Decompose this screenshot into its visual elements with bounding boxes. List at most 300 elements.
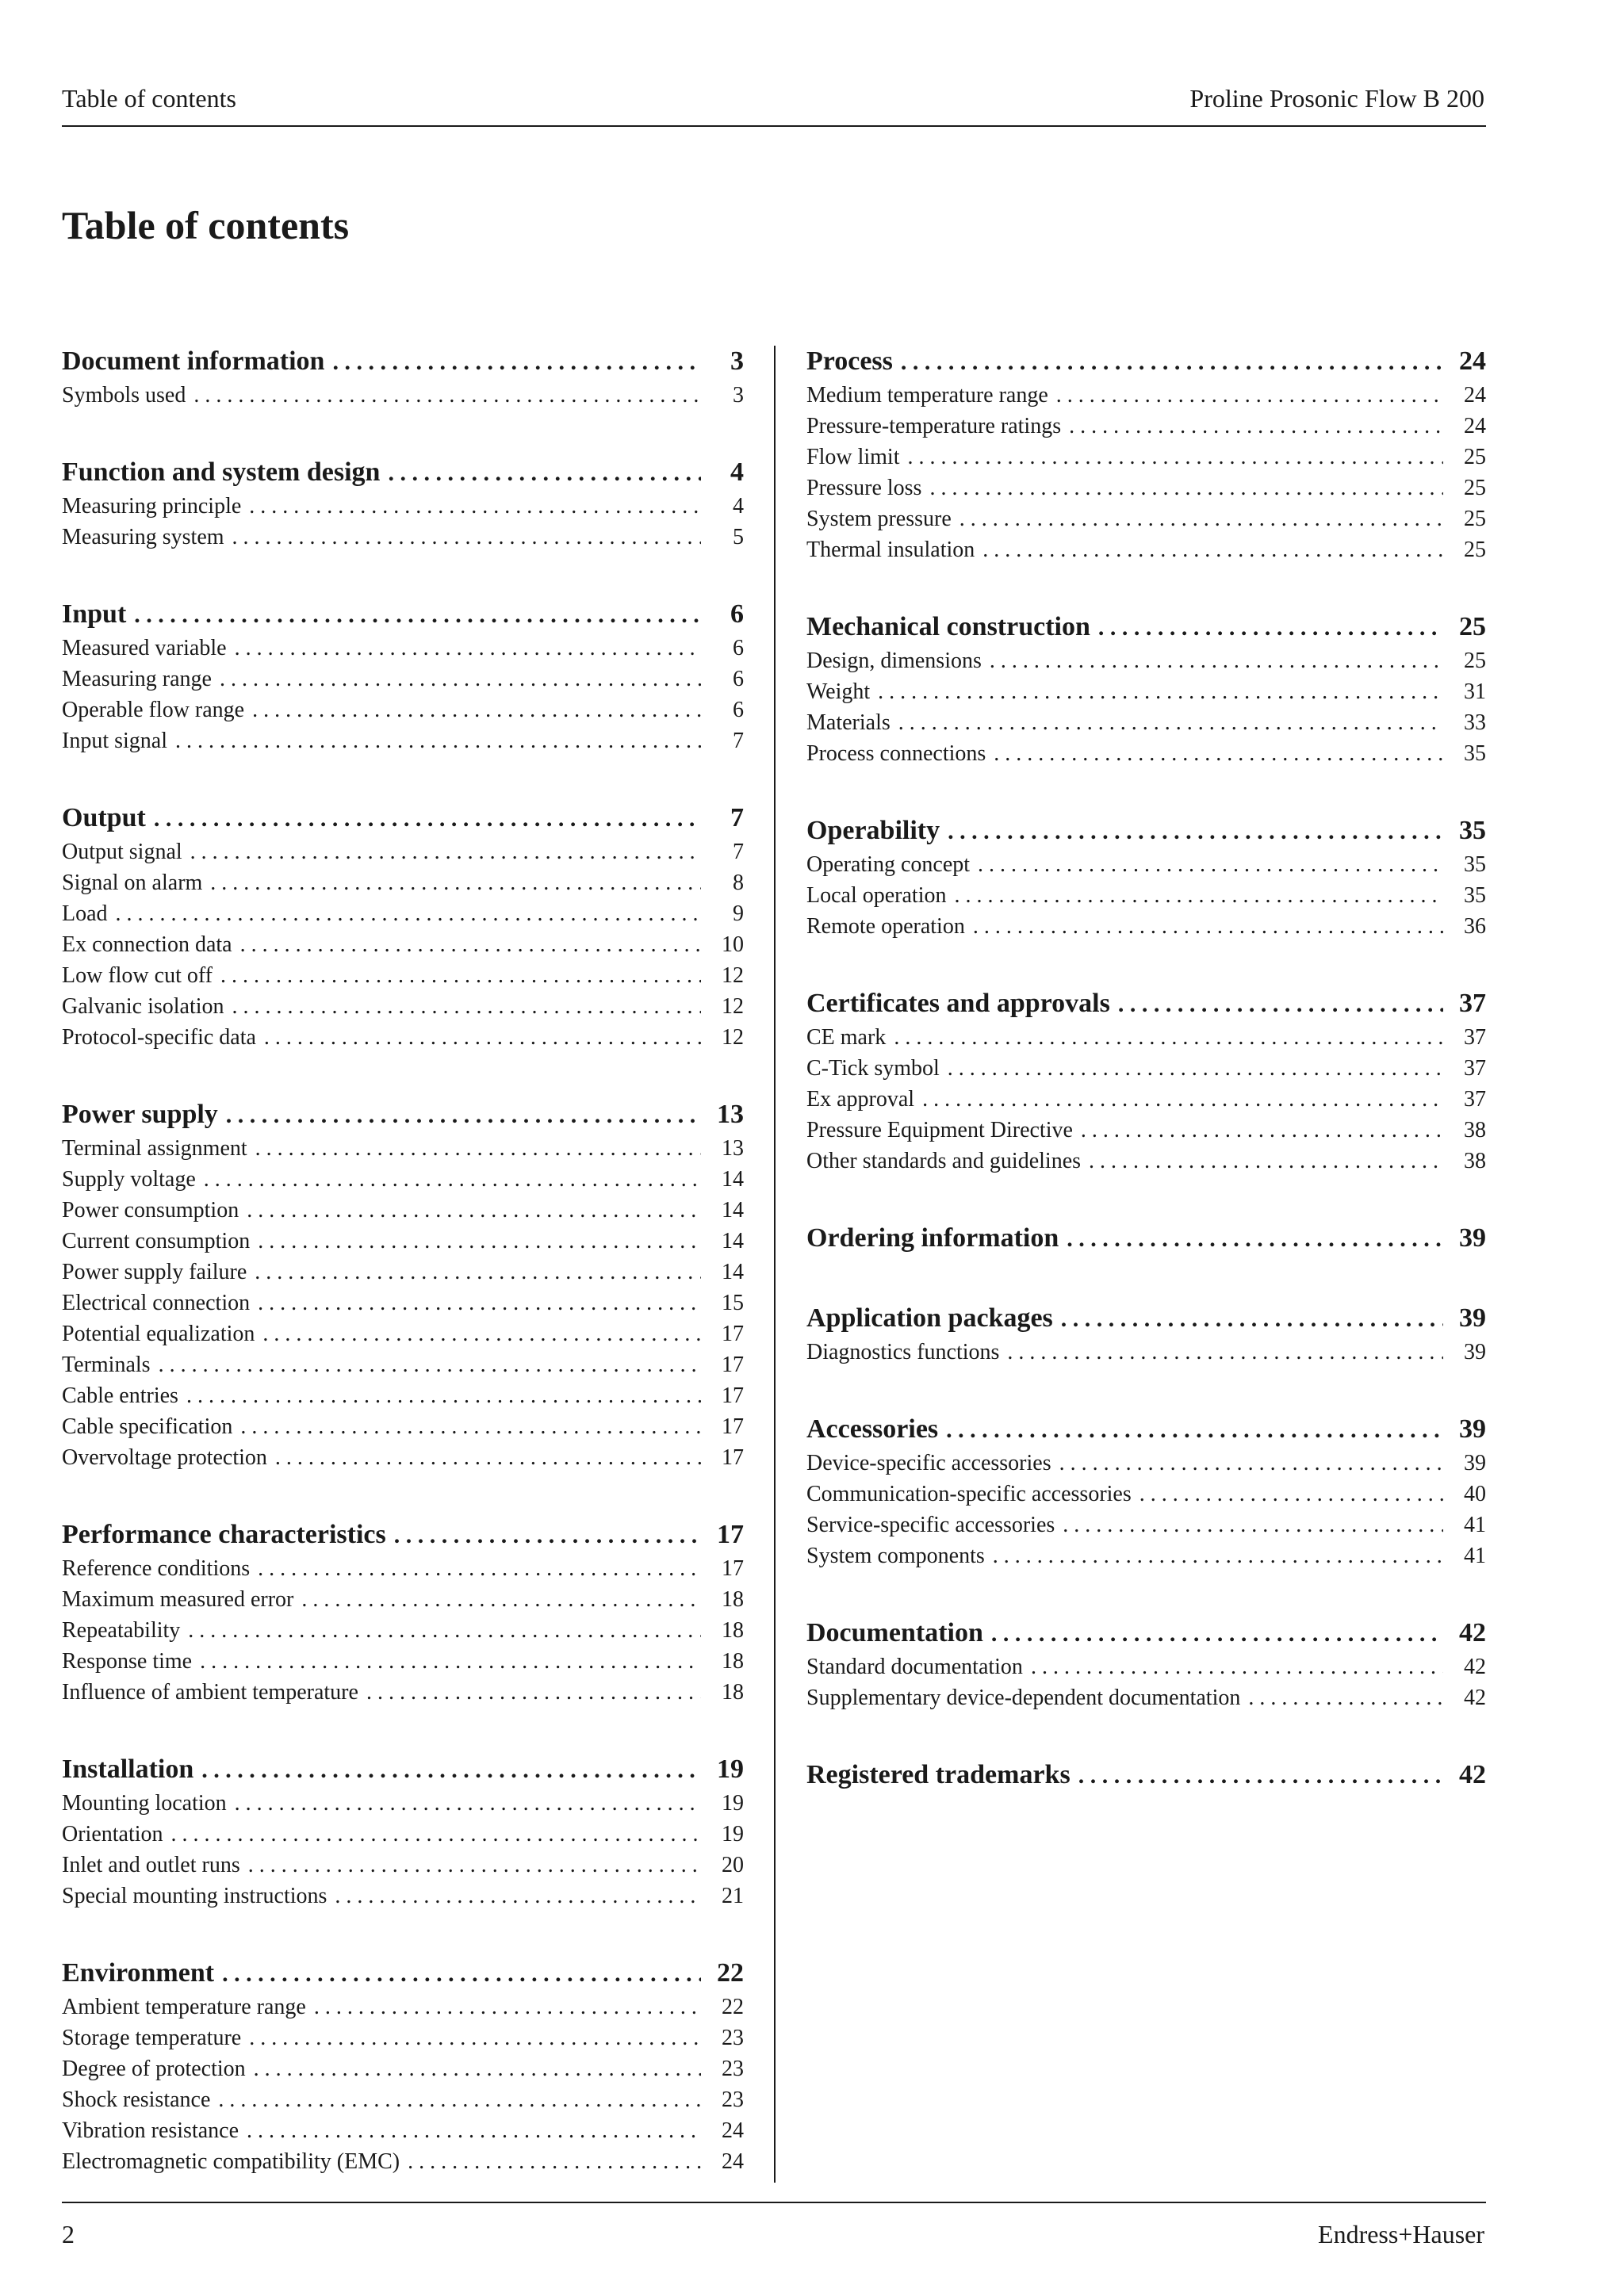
toc-entry-page: 6 bbox=[733, 667, 744, 691]
dot-leader bbox=[1067, 1222, 1443, 1257]
toc-entry-label: Current consumption bbox=[62, 1229, 251, 1253]
dot-leader bbox=[1248, 1682, 1443, 1713]
toc-section bbox=[806, 1412, 1486, 1571]
dot-leader bbox=[240, 1411, 701, 1442]
toc-section-heading[interactable] bbox=[62, 1752, 744, 1788]
toc-entry-label: Galvanic isolation bbox=[62, 994, 224, 1019]
toc-entry[interactable] bbox=[806, 880, 1486, 911]
toc-entry[interactable] bbox=[62, 1992, 744, 2022]
toc-entry-label: Materials bbox=[806, 710, 891, 735]
toc-entry-page: 25 bbox=[1464, 507, 1486, 531]
toc-entry-page: 18 bbox=[722, 1680, 744, 1705]
toc-entry-label: Special mounting instructions bbox=[62, 1884, 327, 1908]
running-header-section: Table of contents bbox=[62, 84, 236, 113]
toc-entry-page: 41 bbox=[1464, 1544, 1486, 1568]
toc-entry-label: Terminal assignment bbox=[62, 1136, 247, 1161]
toc-entry-label: Terminals bbox=[62, 1353, 151, 1377]
dot-leader bbox=[249, 2022, 701, 2053]
toc-entry[interactable] bbox=[62, 1553, 744, 1584]
toc-entry[interactable] bbox=[62, 2146, 744, 2177]
toc-entry[interactable] bbox=[62, 695, 744, 725]
toc-section-heading-label: Environment bbox=[62, 1958, 215, 1988]
toc-entry-label: Orientation bbox=[62, 1822, 163, 1846]
toc-section-heading-page: 39 bbox=[1459, 1223, 1486, 1253]
toc-entry[interactable] bbox=[62, 725, 744, 756]
toc-section-heading-label: Ordering information bbox=[806, 1223, 1059, 1253]
toc-section bbox=[806, 1221, 1486, 1257]
toc-section-heading-label: Function and system design bbox=[62, 457, 381, 487]
dot-leader bbox=[959, 503, 1443, 534]
toc-entry-label: Load bbox=[62, 901, 108, 926]
dot-leader bbox=[1031, 1651, 1443, 1682]
dot-leader bbox=[994, 738, 1443, 769]
toc-section-heading-page: 6 bbox=[730, 599, 744, 629]
toc-entry-page: 38 bbox=[1464, 1149, 1486, 1173]
dot-leader bbox=[258, 1226, 701, 1257]
toc-entry[interactable] bbox=[806, 1084, 1486, 1115]
toc-entry[interactable] bbox=[806, 503, 1486, 534]
toc-entry[interactable] bbox=[806, 1479, 1486, 1510]
toc-entry-label: Service-specific accessories bbox=[806, 1513, 1055, 1537]
toc-section bbox=[62, 597, 744, 756]
toc-entry[interactable] bbox=[806, 380, 1486, 411]
dot-leader bbox=[332, 345, 701, 380]
toc-entry-page: 39 bbox=[1464, 1451, 1486, 1475]
toc-entry-label: Communication-specific accessories bbox=[806, 1482, 1132, 1506]
toc-entry[interactable] bbox=[62, 1380, 744, 1411]
toc-section-heading-page: 42 bbox=[1459, 1760, 1486, 1789]
dot-leader bbox=[235, 1788, 701, 1819]
toc-entry[interactable] bbox=[62, 664, 744, 695]
toc-entry-page: 14 bbox=[722, 1198, 744, 1223]
dot-leader bbox=[408, 2146, 701, 2177]
toc-entry-label: Thermal insulation bbox=[806, 538, 975, 562]
toc-entry-label: Cable entries bbox=[62, 1383, 178, 1408]
toc-section-heading-page: 19 bbox=[717, 1755, 744, 1784]
toc-entry-page: 35 bbox=[1464, 852, 1486, 877]
dot-leader bbox=[222, 1957, 701, 1992]
dot-leader bbox=[240, 929, 701, 960]
dot-leader bbox=[1139, 1479, 1443, 1510]
toc-section-heading[interactable] bbox=[806, 1616, 1486, 1651]
toc-entry-label: Reference conditions bbox=[62, 1556, 251, 1581]
dot-leader bbox=[388, 456, 701, 491]
dot-leader bbox=[249, 491, 701, 522]
toc-section-heading-label: Power supply bbox=[62, 1100, 218, 1129]
toc-entry-label: System pressure bbox=[806, 507, 952, 531]
toc-entry-page: 25 bbox=[1464, 649, 1486, 673]
toc-entry-page: 17 bbox=[722, 1353, 744, 1377]
toc-section-heading[interactable] bbox=[806, 1221, 1486, 1257]
toc-entry-page: 22 bbox=[722, 1995, 744, 2019]
toc-entry-label: CE mark bbox=[806, 1025, 887, 1050]
toc-entry-page: 14 bbox=[722, 1167, 744, 1192]
toc-section-heading[interactable] bbox=[806, 813, 1486, 849]
toc-entry-page: 24 bbox=[722, 2149, 744, 2174]
dot-leader bbox=[262, 1318, 701, 1349]
toc-section-heading-label: Output bbox=[62, 803, 146, 832]
toc-entry[interactable] bbox=[62, 991, 744, 1022]
toc-entry-page: 20 bbox=[722, 1853, 744, 1877]
toc-entry-label: Measuring principle bbox=[62, 494, 242, 519]
toc-entry[interactable] bbox=[62, 2053, 744, 2084]
toc-section-heading[interactable] bbox=[806, 344, 1486, 380]
footer-page-number: 2 bbox=[62, 2220, 75, 2248]
toc-entry[interactable] bbox=[806, 911, 1486, 942]
page-title: Table of contents bbox=[62, 203, 350, 247]
toc-section-heading-page: 39 bbox=[1459, 1303, 1486, 1333]
dot-leader bbox=[200, 1646, 701, 1677]
toc-entry-label: Cable specification bbox=[62, 1414, 233, 1439]
toc-entry[interactable] bbox=[62, 1788, 744, 1819]
toc-entry-label: Potential equalization bbox=[62, 1322, 255, 1346]
dot-leader bbox=[175, 725, 701, 756]
toc-section-heading[interactable] bbox=[62, 1956, 744, 1992]
toc-section-heading-label: Operability bbox=[806, 816, 940, 845]
dot-leader bbox=[252, 695, 701, 725]
dot-leader bbox=[948, 814, 1443, 849]
dot-leader bbox=[134, 598, 701, 633]
dot-leader bbox=[990, 645, 1443, 676]
toc-entry-page: 15 bbox=[722, 1291, 744, 1315]
toc-entry-page: 24 bbox=[722, 2118, 744, 2143]
toc-entry[interactable] bbox=[62, 1022, 744, 1053]
dot-leader bbox=[366, 1677, 701, 1708]
toc-entry[interactable] bbox=[62, 1819, 744, 1850]
toc-entry[interactable] bbox=[62, 1584, 744, 1615]
toc-entry[interactable] bbox=[62, 929, 744, 960]
toc-entry[interactable] bbox=[62, 836, 744, 867]
dot-leader bbox=[159, 1349, 701, 1380]
toc-section bbox=[62, 1752, 744, 1911]
toc-entry-label: Medium temperature range bbox=[806, 383, 1048, 408]
toc-entry-page: 37 bbox=[1464, 1025, 1486, 1050]
toc-section bbox=[62, 1517, 744, 1708]
toc-section-heading-page: 39 bbox=[1459, 1414, 1486, 1444]
dot-leader bbox=[973, 911, 1443, 942]
footer-rule bbox=[62, 2202, 1486, 2203]
toc-entry[interactable] bbox=[62, 1615, 744, 1646]
toc-entry-label: Measured variable bbox=[62, 636, 227, 660]
dot-leader bbox=[247, 2115, 701, 2146]
dot-leader bbox=[248, 1850, 701, 1881]
dot-leader bbox=[993, 1540, 1443, 1571]
dot-leader bbox=[991, 1617, 1443, 1651]
dot-leader bbox=[907, 442, 1443, 473]
toc-section-heading[interactable] bbox=[62, 344, 744, 380]
toc-entry[interactable] bbox=[62, 1288, 744, 1318]
dot-leader bbox=[982, 534, 1443, 565]
toc-section-heading-page: 37 bbox=[1459, 989, 1486, 1018]
toc-entry-page: 40 bbox=[1464, 1482, 1486, 1506]
toc-entry[interactable] bbox=[806, 676, 1486, 707]
dot-leader bbox=[188, 1615, 701, 1646]
toc-entry-label: Other standards and guidelines bbox=[806, 1149, 1082, 1173]
toc-entry-label: C-Tick symbol bbox=[806, 1056, 940, 1081]
toc-entry-page: 8 bbox=[733, 871, 744, 895]
toc-entry-label: Supplementary device-dependent documentation bbox=[806, 1686, 1241, 1710]
toc-entry[interactable] bbox=[806, 1337, 1486, 1368]
toc-entry-page: 41 bbox=[1464, 1513, 1486, 1537]
toc-entry[interactable] bbox=[62, 522, 744, 553]
toc-entry-page: 6 bbox=[733, 698, 744, 722]
dot-leader bbox=[232, 522, 701, 553]
toc-section-heading-page: 4 bbox=[730, 457, 744, 487]
dot-leader bbox=[898, 707, 1443, 738]
toc-entry-page: 33 bbox=[1464, 710, 1486, 735]
toc-entry-page: 18 bbox=[722, 1587, 744, 1612]
toc-section-heading[interactable] bbox=[62, 1097, 744, 1133]
dot-leader bbox=[247, 1195, 701, 1226]
dot-leader bbox=[220, 664, 701, 695]
toc-entry-label: Symbols used bbox=[62, 383, 186, 408]
toc-section-heading-label: Mechanical construction bbox=[806, 612, 1090, 641]
toc-entry-page: 24 bbox=[1464, 414, 1486, 438]
toc-entry-label: Output signal bbox=[62, 840, 182, 864]
toc-entry-page: 14 bbox=[722, 1229, 744, 1253]
toc-entry-page: 12 bbox=[722, 1025, 744, 1050]
toc-entry[interactable] bbox=[62, 2115, 744, 2146]
toc-entry[interactable] bbox=[806, 1146, 1486, 1177]
toc-entry-label: Signal on alarm bbox=[62, 871, 203, 895]
toc-entry[interactable] bbox=[62, 960, 744, 991]
dot-leader bbox=[218, 2084, 701, 2115]
dot-leader bbox=[314, 1992, 701, 2022]
toc-entry[interactable] bbox=[806, 534, 1486, 565]
toc-entry[interactable] bbox=[806, 1448, 1486, 1479]
toc-entry[interactable] bbox=[806, 1053, 1486, 1084]
dot-leader bbox=[301, 1584, 701, 1615]
toc-entry-label: Ambient temperature range bbox=[62, 1995, 306, 2019]
toc-section-heading[interactable] bbox=[62, 597, 744, 633]
dot-leader bbox=[193, 380, 701, 411]
toc-entry[interactable] bbox=[806, 411, 1486, 442]
toc-entry-page: 21 bbox=[722, 1884, 744, 1908]
toc-entry[interactable] bbox=[62, 1195, 744, 1226]
toc-section-heading-page: 25 bbox=[1459, 612, 1486, 641]
dot-leader bbox=[258, 1553, 701, 1584]
toc-entry-label: Power supply failure bbox=[62, 1260, 247, 1284]
dot-leader bbox=[190, 836, 701, 867]
toc-entry[interactable] bbox=[806, 707, 1486, 738]
column-divider bbox=[774, 346, 776, 2183]
toc-entry[interactable] bbox=[62, 2084, 744, 2115]
dot-leader bbox=[901, 345, 1443, 380]
toc-entry-page: 10 bbox=[722, 932, 744, 957]
toc-section-heading[interactable] bbox=[806, 1301, 1486, 1337]
toc-section-heading-label: Document information bbox=[62, 346, 325, 376]
dot-leader bbox=[1089, 1146, 1443, 1177]
toc-section bbox=[62, 801, 744, 1053]
toc-entry-label: Maximum measured error bbox=[62, 1587, 294, 1612]
dot-leader bbox=[154, 802, 701, 836]
dot-leader bbox=[204, 1164, 701, 1195]
toc-entry-page: 39 bbox=[1464, 1340, 1486, 1364]
toc-entry-label: Pressure Equipment Directive bbox=[806, 1118, 1073, 1142]
toc-entry-page: 25 bbox=[1464, 445, 1486, 469]
toc-entry-label: Vibration resistance bbox=[62, 2118, 239, 2143]
toc-entry-page: 4 bbox=[733, 494, 744, 519]
toc-entry[interactable] bbox=[62, 898, 744, 929]
toc-entry[interactable] bbox=[62, 1411, 744, 1442]
toc-entry-label: System components bbox=[806, 1544, 985, 1568]
dot-leader bbox=[1063, 1510, 1443, 1540]
dot-leader bbox=[878, 676, 1443, 707]
toc-section bbox=[62, 1956, 744, 2177]
dot-leader bbox=[254, 2053, 701, 2084]
toc-entry-label: Weight bbox=[806, 679, 871, 704]
toc-section-heading-page: 13 bbox=[717, 1100, 744, 1129]
toc-entry[interactable] bbox=[806, 849, 1486, 880]
toc-entry-label: Response time bbox=[62, 1649, 193, 1674]
toc-entry[interactable] bbox=[62, 1677, 744, 1708]
dot-leader bbox=[1118, 987, 1443, 1022]
toc-entry-page: 37 bbox=[1464, 1087, 1486, 1112]
toc-entry[interactable] bbox=[806, 473, 1486, 503]
toc-entry[interactable] bbox=[62, 1257, 744, 1288]
toc-entry-page: 19 bbox=[722, 1822, 744, 1846]
toc-entry-label: Supply voltage bbox=[62, 1167, 196, 1192]
toc-section-heading[interactable] bbox=[62, 455, 744, 491]
toc-entry[interactable] bbox=[62, 633, 744, 664]
toc-entry[interactable] bbox=[62, 1442, 744, 1473]
toc-section-heading[interactable] bbox=[806, 610, 1486, 645]
dot-leader bbox=[1007, 1337, 1443, 1368]
toc-entry-page: 37 bbox=[1464, 1056, 1486, 1081]
dot-leader bbox=[394, 1518, 701, 1553]
header-rule bbox=[62, 125, 1486, 127]
toc-entry-label: Device-specific accessories bbox=[806, 1451, 1051, 1475]
dot-leader bbox=[235, 633, 701, 664]
toc-entry-label: Inlet and outlet runs bbox=[62, 1853, 240, 1877]
toc-entry[interactable] bbox=[806, 1510, 1486, 1540]
dot-leader bbox=[954, 880, 1443, 911]
toc-entry[interactable] bbox=[62, 380, 744, 411]
toc-entry[interactable] bbox=[806, 1022, 1486, 1053]
toc-entry[interactable] bbox=[806, 1682, 1486, 1713]
toc-entry[interactable] bbox=[62, 1646, 744, 1677]
dot-leader bbox=[335, 1881, 701, 1911]
toc-entry-label: Remote operation bbox=[806, 914, 965, 939]
toc-entry-page: 23 bbox=[722, 2057, 744, 2081]
dot-leader bbox=[201, 1753, 701, 1788]
toc-entry[interactable] bbox=[806, 1651, 1486, 1682]
footer-brand: Endress+Hauser bbox=[1318, 2220, 1484, 2248]
toc-entry[interactable] bbox=[62, 1226, 744, 1257]
toc-entry[interactable] bbox=[62, 1349, 744, 1380]
toc-entry-label: Standard documentation bbox=[806, 1655, 1023, 1679]
toc-entry-label: Measuring system bbox=[62, 525, 224, 549]
toc-section bbox=[62, 455, 744, 553]
toc-entry-label: Shock resistance bbox=[62, 2087, 211, 2112]
toc-section bbox=[806, 986, 1486, 1177]
toc-left-column bbox=[62, 344, 744, 2177]
toc-entry-page: 17 bbox=[722, 1556, 744, 1581]
dot-leader bbox=[258, 1288, 701, 1318]
toc-entry[interactable] bbox=[62, 1881, 744, 1911]
toc-entry[interactable] bbox=[62, 1318, 744, 1349]
toc-section-heading-page: 3 bbox=[730, 346, 744, 376]
toc-entry[interactable] bbox=[62, 1850, 744, 1881]
toc-entry-label: Input signal bbox=[62, 729, 167, 753]
toc-entry[interactable] bbox=[806, 645, 1486, 676]
toc-section bbox=[806, 1616, 1486, 1713]
toc-section-heading[interactable] bbox=[62, 1517, 744, 1553]
dot-leader bbox=[264, 1022, 701, 1053]
dot-leader bbox=[1056, 380, 1443, 411]
dot-leader bbox=[1069, 411, 1443, 442]
toc-entry-page: 23 bbox=[722, 2087, 744, 2112]
toc-section bbox=[806, 610, 1486, 769]
toc-entry-page: 42 bbox=[1464, 1686, 1486, 1710]
toc-section-heading[interactable] bbox=[806, 1412, 1486, 1448]
toc-entry[interactable] bbox=[62, 867, 744, 898]
dot-leader bbox=[1061, 1302, 1443, 1337]
toc-entry-page: 18 bbox=[722, 1618, 744, 1643]
toc-section-heading-label: Application packages bbox=[806, 1303, 1053, 1333]
toc-entry[interactable] bbox=[62, 1133, 744, 1164]
toc-section bbox=[806, 344, 1486, 565]
toc-section-heading[interactable] bbox=[806, 986, 1486, 1022]
dot-leader bbox=[255, 1133, 701, 1164]
toc-entry-label: Storage temperature bbox=[62, 2026, 242, 2050]
toc-entry[interactable] bbox=[62, 491, 744, 522]
toc-entry-page: 42 bbox=[1464, 1655, 1486, 1679]
toc-entry-page: 19 bbox=[722, 1791, 744, 1816]
toc-entry-label: Pressure-temperature ratings bbox=[806, 414, 1062, 438]
dot-leader bbox=[894, 1022, 1443, 1053]
toc-section-heading-page: 22 bbox=[717, 1958, 744, 1988]
dot-leader bbox=[1078, 1758, 1443, 1793]
toc-section-heading-label: Input bbox=[62, 599, 127, 629]
toc-section-heading[interactable] bbox=[806, 1758, 1486, 1793]
toc-entry-label: Local operation bbox=[806, 883, 947, 908]
toc-section bbox=[806, 1758, 1486, 1793]
toc-entry-page: 12 bbox=[722, 994, 744, 1019]
toc-entry-label: Pressure loss bbox=[806, 476, 922, 500]
dot-leader bbox=[922, 1084, 1443, 1115]
toc-entry[interactable] bbox=[62, 2022, 744, 2053]
toc-section-heading[interactable] bbox=[62, 801, 744, 836]
dot-leader bbox=[1098, 610, 1443, 645]
toc-entry-page: 18 bbox=[722, 1649, 744, 1674]
toc-section-heading-label: Performance characteristics bbox=[62, 1520, 386, 1549]
toc-entry[interactable] bbox=[62, 1164, 744, 1195]
toc-entry-page: 35 bbox=[1464, 883, 1486, 908]
toc-entry-label: Ex approval bbox=[806, 1087, 915, 1112]
toc-entry-label: Protocol-specific data bbox=[62, 1025, 256, 1050]
toc-entry-label: Process connections bbox=[806, 741, 986, 766]
toc-section bbox=[62, 344, 744, 411]
dot-leader bbox=[210, 867, 701, 898]
toc-section-heading-page: 17 bbox=[717, 1520, 744, 1549]
toc-entry-label: Low flow cut off bbox=[62, 963, 213, 988]
toc-section-heading-page: 42 bbox=[1459, 1618, 1486, 1647]
toc-entry-page: 3 bbox=[733, 383, 744, 408]
toc-entry-label: Diagnostics functions bbox=[806, 1340, 1000, 1364]
toc-entry-page: 38 bbox=[1464, 1118, 1486, 1142]
dot-leader bbox=[275, 1442, 701, 1473]
running-header-product: Proline Prosonic Flow B 200 bbox=[1189, 84, 1484, 113]
toc-entry-page: 17 bbox=[722, 1383, 744, 1408]
toc-entry[interactable] bbox=[806, 442, 1486, 473]
toc-entry[interactable] bbox=[806, 1115, 1486, 1146]
toc-entry[interactable] bbox=[806, 738, 1486, 769]
toc-entry-label: Repeatability bbox=[62, 1618, 181, 1643]
toc-entry[interactable] bbox=[806, 1540, 1486, 1571]
dot-leader bbox=[255, 1257, 701, 1288]
toc-section-heading-label: Documentation bbox=[806, 1618, 983, 1647]
